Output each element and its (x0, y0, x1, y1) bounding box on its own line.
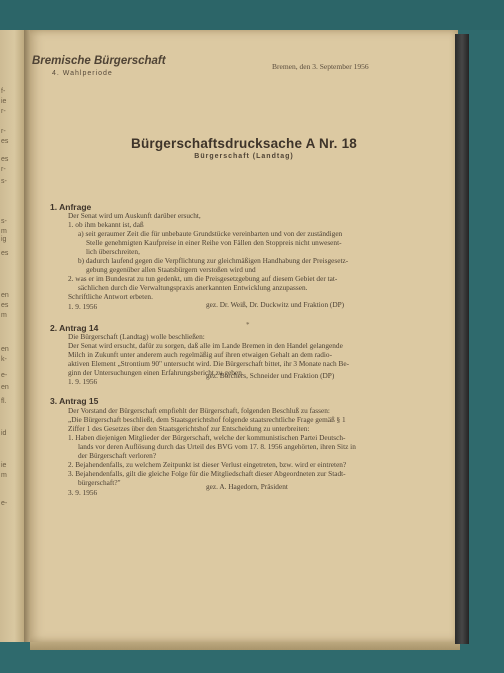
book-spine (455, 34, 469, 644)
left-page-fragment: es (1, 156, 9, 163)
section-2-line: ginn der Untersuchungen einen Erfahrungsbericht zu geben. (68, 368, 244, 377)
left-page-fragment: f- (1, 88, 6, 95)
section-1-line: lich überschreiten, (86, 247, 140, 256)
left-page-fragment: r- (1, 108, 6, 115)
left-page-fragment: en (1, 292, 9, 299)
section-1-line: gebung gegenüber allen Staatsbürgern verstoßen wird und (86, 265, 256, 274)
section-3-line: 1. Haben diejenigen Mitglieder der Bürgerschaft, welche der kommunistischen Partei Deutsch- (68, 433, 346, 442)
left-page-fragment: en (1, 346, 9, 353)
left-page-fragment: ie (1, 98, 7, 105)
left-page-fragment: m (1, 312, 7, 319)
section-2-line: Der Senat wird ersucht, dafür zu sorgen, daß alle im Lande Bremen in den Handel gelangende (68, 341, 343, 350)
left-page-fragment: en (1, 384, 9, 391)
section-3-line: 2. Bejahendenfalls, zu welchem Zeitpunkt ist dieser Verlust eingetreten, bzw. wird er eintreten? (68, 460, 347, 469)
section-3-line: „Die Bürgerschaft beschließt, dem Staatsgerichtshof folgende staatsrechtliche Frage gemäß § 1 (68, 415, 346, 424)
section-3-date: 3. 9. 1956 (68, 488, 98, 497)
left-page-fragment: r- (1, 166, 6, 173)
section-2-date: 1. 9. 1956 (68, 377, 98, 386)
section-1-heading: 1. Anfrage (50, 202, 92, 212)
left-page-fragment: ie (1, 462, 7, 469)
section-1-line: 2. was er im Bundesrat zu tun gedenkt, um die Preisgesetzgebung auf diesem Gebiet der tat- (68, 274, 338, 283)
header-period: 4. Wahlperiode (52, 70, 113, 77)
section-3-signature: gez. A. Hagedorn, Präsident (206, 482, 288, 491)
header-organization: Bremische Bürgerschaft (32, 55, 166, 67)
left-page-fragment: es (1, 302, 9, 309)
section-1-line: Der Senat wird um Auskunft darüber ersucht, (68, 211, 201, 220)
document-title: Bürgerschaftsdrucksache A Nr. 18 (131, 136, 357, 151)
section-2-line: Milch in Zukunft unter anderem auch regelmäßig auf ihren etwaigen Gehalt an dem radio- (68, 350, 333, 359)
left-page (0, 30, 24, 642)
left-page-fragment: r- (1, 128, 6, 135)
section-3-line: 3. Bejahendenfalls, gilt die gleiche Folge für die Mitgliedschaft dieser Abgeordneten zur Stadt- (68, 469, 346, 478)
section-3-line: lands vor deren Auflösung durch das Urteil des BVG vom 17. 8. 1956 angehörten, ihren Sitz in (78, 442, 356, 451)
section-3-line: der Bürgerschaft verloren? (78, 451, 157, 460)
background-top (0, 0, 504, 30)
left-page-fragment: s- (1, 178, 7, 185)
section-1-signature: gez. Dr. Weiß, Dr. Duckwitz und Fraktion (DP) (206, 300, 345, 309)
section-1-line: sächlichen durch die Verwaltungspraxis anerkannten Entwicklung anzupassen. (78, 283, 308, 292)
left-page-fragment: id (1, 430, 7, 437)
document-page (30, 30, 458, 642)
section-1-line: 1. ob ihm bekannt ist, daß (68, 220, 144, 229)
header-place-date: Bremen, den 3. September 1956 (272, 62, 369, 71)
section-2-line: aktiven Element „Strontium 90" untersucht wird. Die Bürgerschaft bittet, ihr 3 Monate nach Be- (68, 359, 350, 368)
section-2-heading: 2. Antrag 14 (50, 323, 99, 333)
section-2-line: Die Bürgerschaft (Landtag) wolle beschließen: (68, 332, 205, 341)
section-1-line: Stelle genehmigten Kaufpreise in einer Reihe von Fällen den Stoppreis nicht unwesent- (86, 238, 342, 247)
page-bottom-edge (30, 642, 460, 650)
left-page-fragment: e- (1, 500, 8, 507)
section-1-line: a) seit geraumer Zeit die für unbebaute Grundstücke vereinbarten und von der zuständigen (78, 229, 343, 238)
left-page-fragment: m (1, 228, 7, 235)
section-3-line: Der Vorstand der Bürgerschaft empfiehlt der Bürgerschaft, folgenden Beschluß zu fassen: (68, 406, 330, 415)
document-subtitle: Bürgerschaft (Landtag) (194, 153, 294, 160)
stamp-mark: * (246, 321, 250, 329)
left-page-fragment: fl. (1, 398, 7, 405)
section-3-line: bürgerschaft?" (78, 478, 121, 487)
section-3-heading: 3. Antrag 15 (50, 396, 99, 406)
section-1-line: Schriftliche Antwort erbeten. (68, 292, 153, 301)
left-page-fragment: k- (1, 356, 7, 363)
left-page-fragment: es (1, 138, 9, 145)
left-page-fragment: e- (1, 372, 8, 379)
left-page-fragment: es (1, 250, 9, 257)
section-1-date: 1. 9. 1956 (68, 302, 98, 311)
section-2-signature: gez. Borchers, Schneider und Fraktion (DP) (206, 371, 335, 380)
left-page-fragment: m (1, 472, 7, 479)
left-page-fragment: ig (1, 236, 7, 243)
section-3-line: Ziffer 1 des Gesetzes über den Staatsgerichtshof zur Entscheidung zu unterbreiten: (68, 424, 310, 433)
section-1-line: b) dadurch laufend gegen die Verpflichtung zur gleichmäßigen Handhabung der Preisgesetz- (78, 256, 349, 265)
left-page-fragment: s- (1, 218, 7, 225)
